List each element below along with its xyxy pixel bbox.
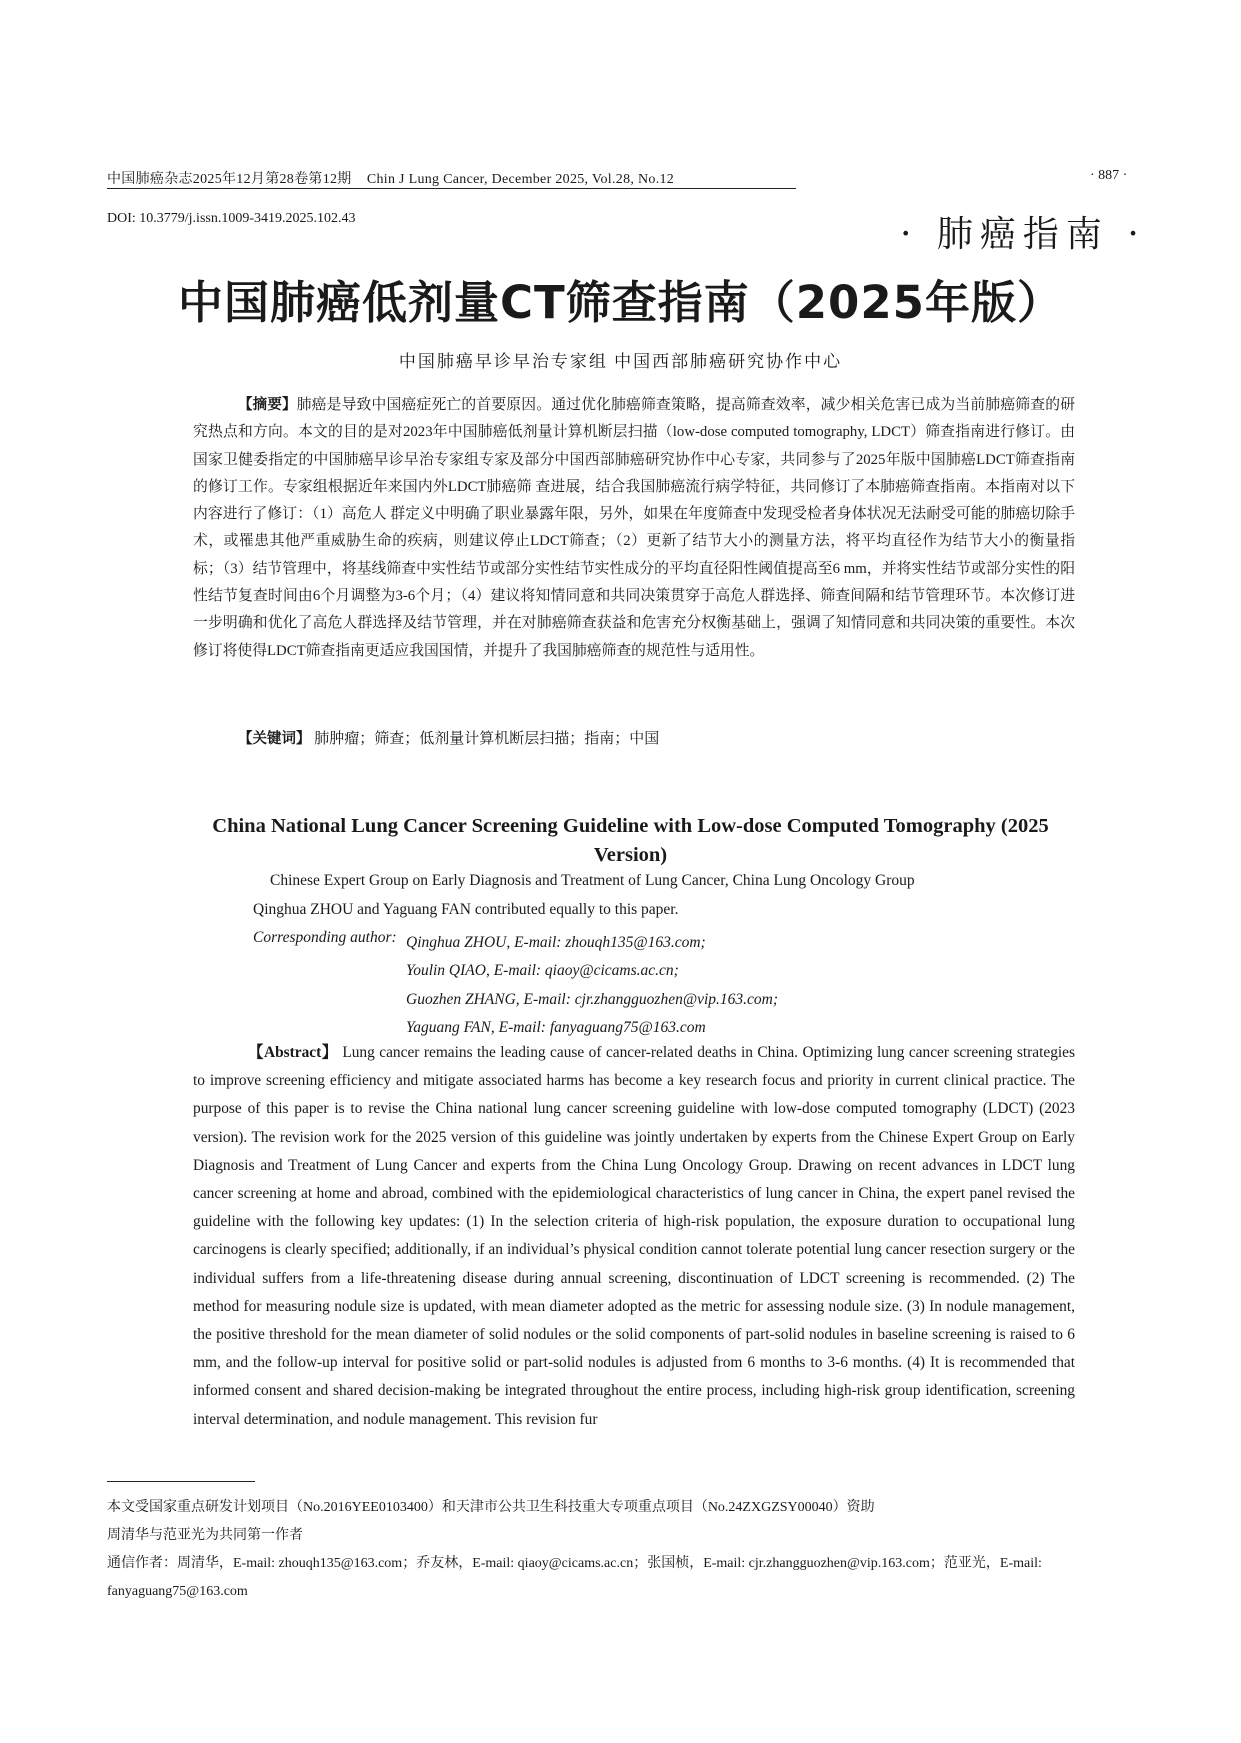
page-number: · 887 · [1090, 168, 1128, 183]
footnotes [107, 1494, 1147, 1606]
en-abstract-text: Lung cancer remains the leading cause of cancer-related deaths in China. Optimizing lung cancer screening strategies to improve screening efficiency and mitigate associated harms has become a key research focus and priority in current clinical practice. The purpose of this paper is to revise the China national lung cancer screening guideline with low-dose computed tomography (LDCT) (2023 version). The revision work for the 2025 version of this guideline was jointly undertaken by experts from the Chinese Expert Group on Early Diagnosis and Treatment of Lung Cancer and experts from the China Lung Oncology Group. Drawing on recent advances in LDCT lung cancer screening at home and abroad, combined with the epidemiological characteristics of lung cancer in China, the expert panel revised the guideline with the following key updates: (1) In the selection criteria of high-risk population, the exposure duration to occupational lung carcinogens is clearly specified; additionally, if an individual’s physical condition cannot tolerate potential lung cancer resection surgery or the individual suffers from a life-threatening disease during annual screening, discontinuation of LDCT screening is recommended. (2) The method for measuring nodule size is updated, with mean diameter adopted as the metric for assessing nodule size. (3) In nodule management, the positive threshold for the mean diameter of solid nodules or the solid components of part-solid nodules in baseline screening is raised to 6 mm, and the follow-up interval for positive solid or part-solid nodules is adjusted from 6 months to 3-6 months. (4) It is recommended that informed consent and shared decision-making be integrated throughout the entire process, including high-risk group identification, screening interval determination, and nodule management. This revision fur [193, 1044, 1075, 1428]
cn-authors: 中国肺癌早诊早治专家组 中国西部肺癌研究协作中心 [398, 352, 843, 371]
footnote-rule [107, 1481, 255, 1482]
en-corresponding-list [406, 929, 778, 1042]
section-tag: · 肺癌指南 · [900, 214, 1146, 255]
corresponding-author: Qinghua ZHOU, E-mail: zhouqh135@163.com; [406, 934, 706, 951]
corresponding-author: Guozhen ZHANG, E-mail: cjr.zhangguozhen@vip.163.com; [406, 990, 779, 1008]
cn-abstract-label: 【摘要】 [238, 397, 297, 413]
cn-keywords [238, 727, 1075, 748]
corresponding-author: Youlin QIAO, E-mail: qiaoy@cicams.ac.cn; [406, 962, 679, 980]
cn-abstract-text: 肺癌是导致中国癌症死亡的首要原因。通过优化肺癌筛查策略，提高筛查效率，减少相关危害已成为当前肺癌筛查的研究热点和方向。本文的目的是对2023年中国肺癌低剂量计算机断层扫描（low-dose computed tomography, LDCT）筛查指南进行修订。由国家卫健委指定的中国肺癌早诊早治专家组专家及部分中国西部肺癌研究协作中心专家，共同参与了2025年版中国肺癌LDCT筛查指南的修订工作。专家组根据近年来国内外LDCT肺癌筛 查进展，结合我国肺癌流行病学特征，共同修订了本肺癌筛查指南。本指南对以下内容进行了修订：（1）高危人 群定义中明确了职业暴露年限，另外，如果在年度筛查中发现受检者身体状况无法耐受可能的肺癌切除手术，或罹患其他严重威胁生命的疾病，则建议停止LDCT筛查；（2）更新了结节大小的测量方法，将平均直径作为结节大小的衡量指标；（3）结节管理中，将基线筛查中实性结节或部分实性结节实性成分的平均直径阳性阈值提高至6 mm，并将实性结节或部分实性的阳性结节复查时间由6个月调整为3-6个月；（4）建议将知情同意和共同决策贯穿于高危人群选择、筛查间隔和结节管理环节。本次修订进一步明确和优化了高危人群选择及结节管理，并在对肺癌筛查获益和危害充分权衡基础上，强调了知情同意和共同决策的重要性。本次修订将使得LDCT筛查指南更适应我国国情，并提升了我国肺癌筛查的规范性与适用性。 [193, 397, 1075, 659]
en-abstract [193, 1039, 1075, 1434]
en-title: China National Lung Cancer Screening Guideline with Low-dose Computed Tomography (2025 Version) [212, 815, 1049, 866]
en-equal-contribution: Qinghua ZHOU and Yaguang FAN contributed equally to this paper. [253, 901, 679, 918]
en-corresponding-label: Corresponding author: [253, 929, 397, 946]
en-abstract-label: 【Abstract】 [248, 1044, 338, 1061]
corresponding-author: Yaguang FAN, E-mail: fanyaguang75@163.com [406, 1018, 706, 1036]
cn-keywords-label: 【关键词】 [238, 731, 311, 747]
cn-abstract [193, 392, 1075, 665]
doi: DOI: 10.3779/j.issn.1009-3419.2025.102.43 [107, 211, 356, 226]
footnote-equal: 周清华与范亚光为共同第一作者 [107, 1528, 303, 1543]
cn-keywords-text: 肺肿瘤；筛查；低剂量计算机断层扫描；指南；中国 [314, 731, 660, 747]
footnote-correspondence: 通信作者：周清华，E-mail: zhouqh135@163.com；乔友林，E-mail: qiaoy@cicams.ac.cn；张国桢，E-mail: cjr.zhangguozhen@vip.163.com；范亚光，E-mail: fanyaguang75@163.com [107, 1556, 1042, 1599]
running-header-en: Chin J Lung Cancer, December 2025, Vol.28, No.12 [366, 172, 675, 187]
en-affiliation: Chinese Expert Group on Early Diagnosis and Treatment of Lung Cancer, China Lung Oncology Group [270, 872, 915, 889]
header-rule [107, 188, 796, 189]
running-header-cn: 中国肺癌杂志2025年12月第28卷第12期 [107, 172, 352, 187]
cn-title: 中国肺癌低剂量CT筛查指南（2025年版） [178, 276, 1063, 329]
footnote-funding: 本文受国家重点研发计划项目（No.2016YEE0103400）和天津市公共卫生科技重大专项重点项目（No.24ZXGZSY00040）资助 [107, 1500, 875, 1515]
running-header [107, 168, 674, 188]
